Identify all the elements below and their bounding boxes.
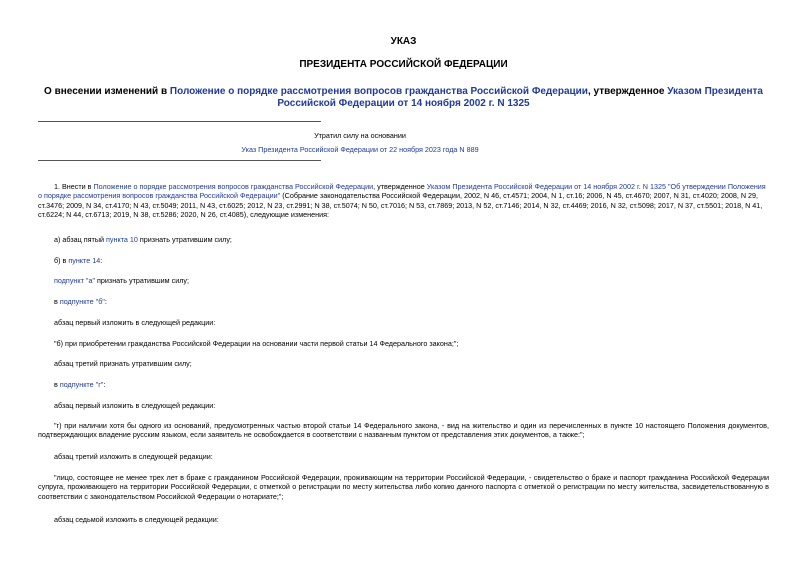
subitem-g-link[interactable]: подпункте "г" [59, 380, 104, 389]
item-a-suffix: признать утратившим силу; [137, 235, 232, 244]
subitem-b-intro [38, 297, 769, 306]
subitem-b-link[interactable]: подпункте "б" [59, 297, 105, 306]
abz-third: абзац третий изложить в следующей редакции: [54, 452, 213, 461]
divider-bottom [38, 160, 321, 161]
subject-link-decree[interactable]: Указом Президента Российской Федерации от 14 ноября 2002 г. N 1325 [277, 86, 763, 109]
lost-force-label: Утратил силу на основании [314, 131, 406, 140]
p1-link-decree[interactable]: Указом Президента Российской Федерации от 14 ноября 2002 г. N 1325 "Об утверждении Положения о порядке рассмотрения вопросов гражданства Российской Федерации" [38, 182, 766, 201]
subitem-a-suffix: признать утратившим силу; [95, 276, 189, 285]
p1-prefix: 1. Внести в [54, 182, 94, 191]
abz-third-void: абзац третий признать утратившим силу; [54, 359, 192, 368]
subitem-g-prefix: в [54, 380, 60, 389]
p1-middle: , утвержденное [373, 182, 427, 191]
lost-force-basis [120, 145, 600, 154]
subitem-a [38, 276, 769, 285]
abz-seventh: абзац седьмой изложить в следующей редакции: [54, 515, 219, 524]
subitem-g-colon: : [103, 380, 106, 389]
basis-decree-link[interactable]: Указ Президента Российской Федерации от 22 ноября 2023 года N 889 [241, 145, 479, 154]
subject-link-regulation[interactable]: Положение о порядке рассмотрения вопросов гражданства Российской Федерации [169, 86, 588, 97]
abz-first-g: абзац первый изложить в следующей редакции: [54, 401, 216, 410]
item-b-prefix: б) в [54, 256, 69, 265]
doc-subject [40, 86, 767, 110]
divider-top [38, 121, 321, 122]
subitem-a-link[interactable]: подпункт "а" [54, 276, 95, 285]
quote-g: "г) при наличии хотя бы одного из оснований, предусмотренных частью второй статьи 14 Федерального закона, - вид на жительство и один из перечисленных в пункте 10 настоящего Положения документов, подтверждающих владение русским языком, если заявитель не освобождается в соответствии с названным пунктом от представления этих документов, а также:"; [38, 421, 769, 440]
item-a-link[interactable]: пункта 10 [106, 235, 138, 244]
item-a [38, 235, 769, 244]
quote-lico: "лицо, состоящее не менее трех лет в браке с гражданином Российской Федерации, проживающим на территории Российской Федерации, - свидетельство о браке и паспорт гражданина Российской Федерации супруга, проживающего на территории Российской Федерации, с отметкой о регистрации по месту жительства либо копию данного паспорта с отметкой о регистрации по месту жительства, засвидетельствованную в соответствии с законодательством Российской Федерации о нотариате;"; [38, 473, 769, 501]
p1-link-regulation[interactable]: Положение о порядке рассмотрения вопросов гражданства Российской Федерации [93, 182, 374, 191]
subitem-b-prefix: в [54, 297, 60, 306]
item-b-suffix: : [100, 256, 103, 265]
doc-title-ukaz: УКАЗ [390, 36, 417, 47]
subject-middle: , утвержденное [587, 86, 668, 97]
p1-rest: (Собрание законодательства Российской Федерации, 2002, N 46, ст.4571; 2004, N 1, ст.16; 2006, N 45, ст.4670; 2007, N 31, ст.4020; 2008, N 29, ст.3476; 2009, N 34, ст.4170; N 43, ст.5049; 2011, N 43, ст.6025; 2012, N 23, ст.2991; N 38, ст.5074; N 50, ст.7016; N 53, ст.7869; 2013, N 52, ст.7146; 2014, N 32, ст.4469; 2016, N 32, ст.5098; 2017, N 37, ст.5501; 2018, N 41, ст.6224; N 44, ст.6713; 2019, N 38, ст.5286; 2020, N 26, ст.4085), следующие изменения: [38, 191, 763, 220]
subitem-b-colon: : [104, 297, 107, 306]
item-a-prefix: а) абзац пятый [54, 235, 107, 244]
subject-prefix: О внесении изменений в [44, 86, 170, 97]
quote-b: "б) при приобретении гражданства Российской Федерации на основании части первой статьи 14 Федерального закона;"; [54, 339, 459, 348]
abz-first-b: абзац первый изложить в следующей редакции: [54, 318, 216, 327]
item-b-link[interactable]: пункте 14 [68, 256, 101, 265]
subitem-g-intro [38, 380, 769, 389]
doc-title-president: ПРЕЗИДЕНТА РОССИЙСКОЙ ФЕДЕРАЦИИ [299, 59, 508, 70]
item-b [38, 256, 769, 265]
paragraph-1 [38, 182, 769, 220]
